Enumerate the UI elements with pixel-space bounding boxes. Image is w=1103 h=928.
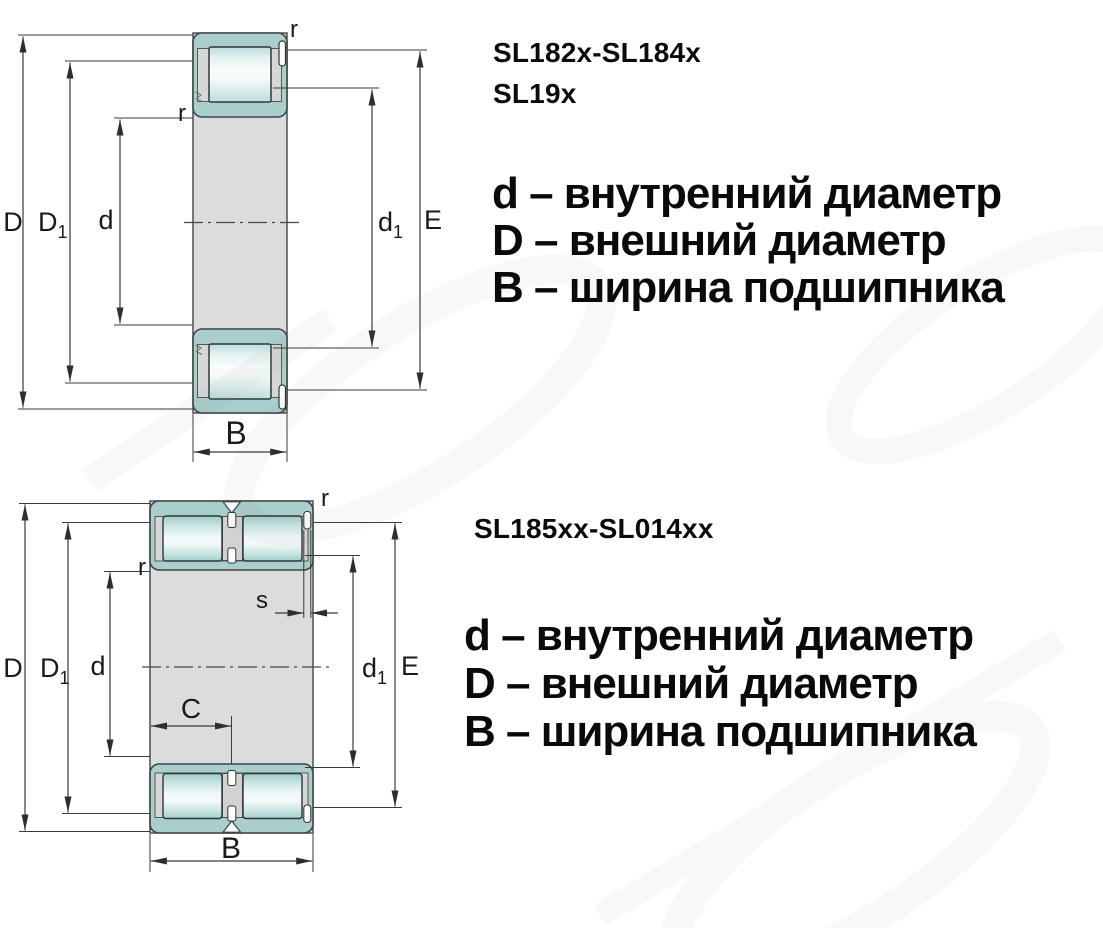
dim-label-r-inner: r [138, 554, 146, 581]
dim-label-E: E [400, 651, 420, 681]
legend-line-d: d – внутренний диаметр [492, 169, 1002, 218]
roller-top [209, 47, 271, 102]
dim-label-d1: $d_1$ [362, 653, 388, 688]
series-title-line: SL182x-SL184x [493, 37, 702, 68]
cage-slot [228, 806, 236, 821]
dim-label-B: B [225, 415, 247, 451]
series-title-line: SL19x [493, 78, 577, 109]
dim-label-C: C [180, 693, 202, 724]
dim-label-r-inner: r [178, 100, 186, 127]
dim-label-D1: $D_1$ [40, 653, 70, 688]
roller-top-left [163, 516, 222, 561]
series-title-top [493, 32, 701, 114]
dim-label-s: s [256, 587, 268, 614]
legend-line-D: D – внешний диаметр [492, 216, 946, 265]
bottom-bearing-drawing [3, 485, 419, 872]
snap-ring-groove-bottom [304, 805, 311, 823]
roller-bottom-right [243, 774, 302, 819]
legend-bottom [464, 612, 976, 756]
dim-label-r-outer: r [290, 16, 298, 43]
roller-bottom-left [163, 774, 222, 819]
cage-slot [228, 548, 236, 563]
snap-ring-groove-top [279, 41, 286, 66]
dim-label-D: D [3, 207, 23, 237]
dim-label-d: d [90, 651, 106, 681]
legend-line-B: B – ширина подшипника [492, 263, 1004, 312]
dim-label-d: d [98, 205, 114, 235]
legend-top [492, 170, 1004, 311]
dim-label-D: D [3, 653, 23, 683]
dim-label-E: E [423, 205, 443, 235]
series-title-line: SL185xx-SL014xx [474, 513, 714, 544]
legend-line-D: D – внешний диаметр [464, 659, 918, 708]
legend-line-d: d – внутренний диаметр [464, 611, 974, 660]
dim-label-r-outer: r [321, 485, 329, 512]
legend-line-B: B – ширина подшипника [464, 707, 976, 756]
series-title-bottom [474, 514, 714, 544]
dim-label-D1: $D_1$ [38, 207, 68, 242]
dim-label-d1: $d_1$ [378, 207, 404, 242]
dim-label-B: B [220, 832, 242, 865]
cage-slot [228, 771, 236, 786]
